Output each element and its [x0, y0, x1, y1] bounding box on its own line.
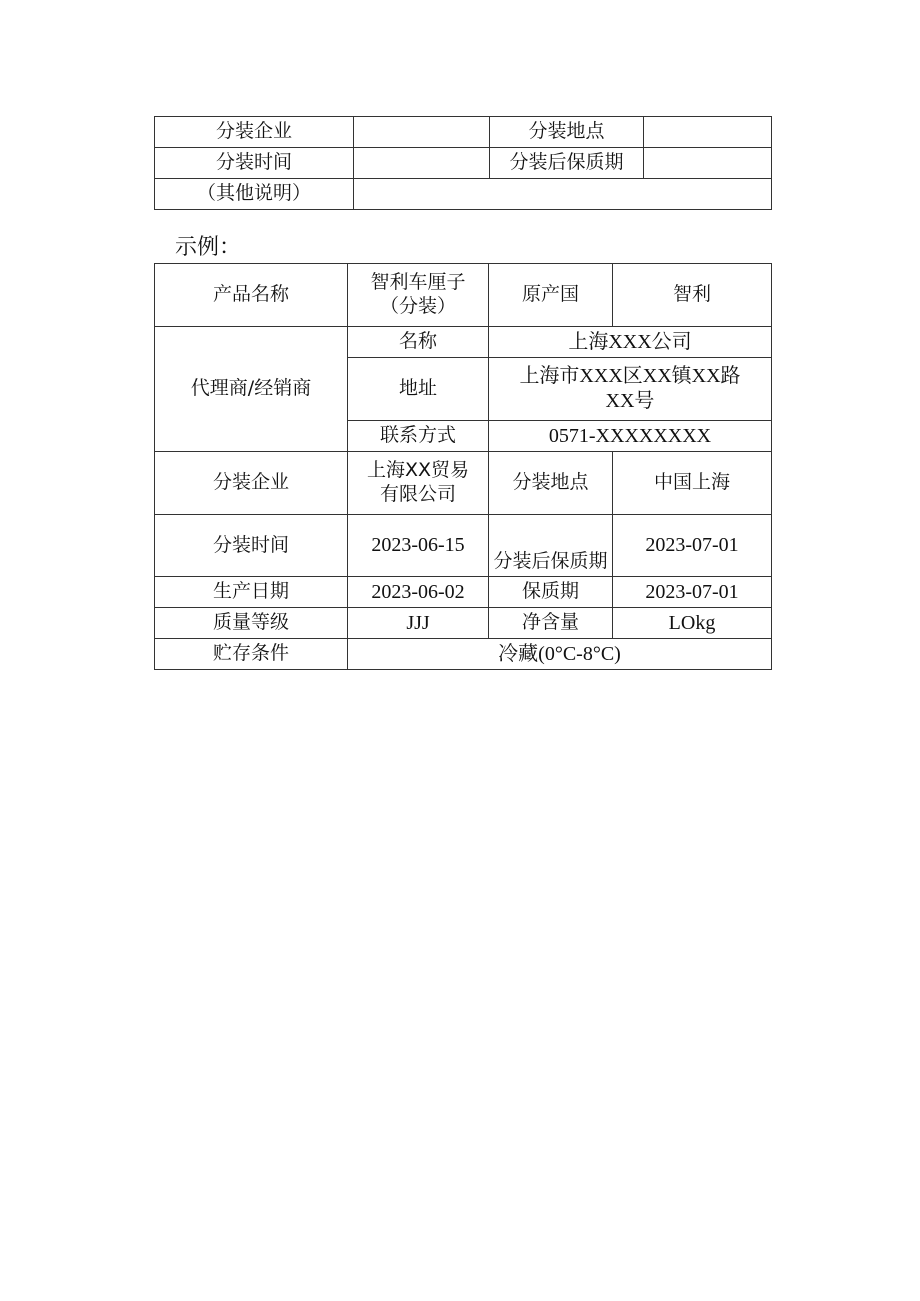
table-row: [155, 515, 772, 577]
agent-address-value: [489, 358, 772, 421]
packer-line1: 上海XX贸易: [366, 459, 470, 482]
other-notes-label: （其他说明）: [155, 179, 354, 210]
example-table: [154, 263, 772, 670]
shelf-life-label: 保质期: [489, 577, 613, 608]
pack-time-label: 分装时间: [155, 148, 354, 179]
table-row: [155, 452, 772, 515]
packer-line2: 有限公司: [379, 483, 456, 505]
agent-contact-label: 联系方式: [348, 421, 489, 452]
storage-value: 冷藏(0°C-8°C): [348, 639, 772, 670]
product-name-label: 产品名称: [155, 264, 348, 327]
product-name-line2: （分装）: [379, 295, 456, 317]
packer-label: 分装企业: [155, 452, 348, 515]
net-content-value: LOkg: [613, 608, 772, 639]
pack-time-label: 分装时间: [155, 515, 348, 577]
packer-value: [348, 452, 489, 515]
net-content-label: 净含量: [489, 608, 613, 639]
agent-address-line2: XX号: [605, 390, 655, 412]
example-heading: 示例：: [175, 235, 242, 260]
origin-label: 原产国: [489, 264, 613, 327]
table-row: [155, 327, 772, 358]
production-date-label: 生产日期: [155, 577, 348, 608]
pack-time-value: 2023-06-15: [348, 515, 489, 577]
table-row: [155, 608, 772, 639]
packer-label: 分装企业: [155, 117, 354, 148]
quality-grade-label: 质量等级: [155, 608, 348, 639]
table-row: [155, 577, 772, 608]
table-row: [155, 639, 772, 670]
pack-place-label: 分装地点: [490, 117, 644, 148]
origin-value: 智利: [613, 264, 772, 327]
post-pack-shelf-label: 分装后保质期: [490, 148, 644, 179]
product-name-line1: 智利车厘子: [370, 271, 466, 294]
packer-value[interactable]: [354, 117, 490, 148]
agent-contact-value: 0571-XXXXXXXX: [489, 421, 772, 452]
agent-address-label: 地址: [348, 358, 489, 421]
table-row: [155, 264, 772, 327]
agent-name-label: 名称: [348, 327, 489, 358]
post-pack-shelf-value[interactable]: [644, 148, 772, 179]
quality-grade-value: JJJ: [348, 608, 489, 639]
shelf-life-value: 2023-07-01: [613, 577, 772, 608]
table-row: [155, 179, 772, 210]
table-row: [155, 148, 772, 179]
pack-place-label: 分装地点: [489, 452, 613, 515]
post-pack-shelf-value: 2023-07-01: [613, 515, 772, 577]
pack-place-value: 中国上海: [613, 452, 772, 515]
agent-name-value: 上海XXX公司: [489, 327, 772, 358]
product-name-value: [348, 264, 489, 327]
post-pack-shelf-label: 分装后保质期: [489, 515, 613, 577]
pack-time-value[interactable]: [354, 148, 490, 179]
other-notes-value[interactable]: [354, 179, 772, 210]
table-row: [155, 117, 772, 148]
packaging-info-table: [154, 116, 772, 210]
agent-address-line1: 上海市XXX区XX镇XX路: [519, 365, 741, 387]
production-date-value: 2023-06-02: [348, 577, 489, 608]
storage-label: 贮存条件: [155, 639, 348, 670]
agent-label: 代理商/经销商: [155, 327, 348, 452]
pack-place-value[interactable]: [644, 117, 772, 148]
